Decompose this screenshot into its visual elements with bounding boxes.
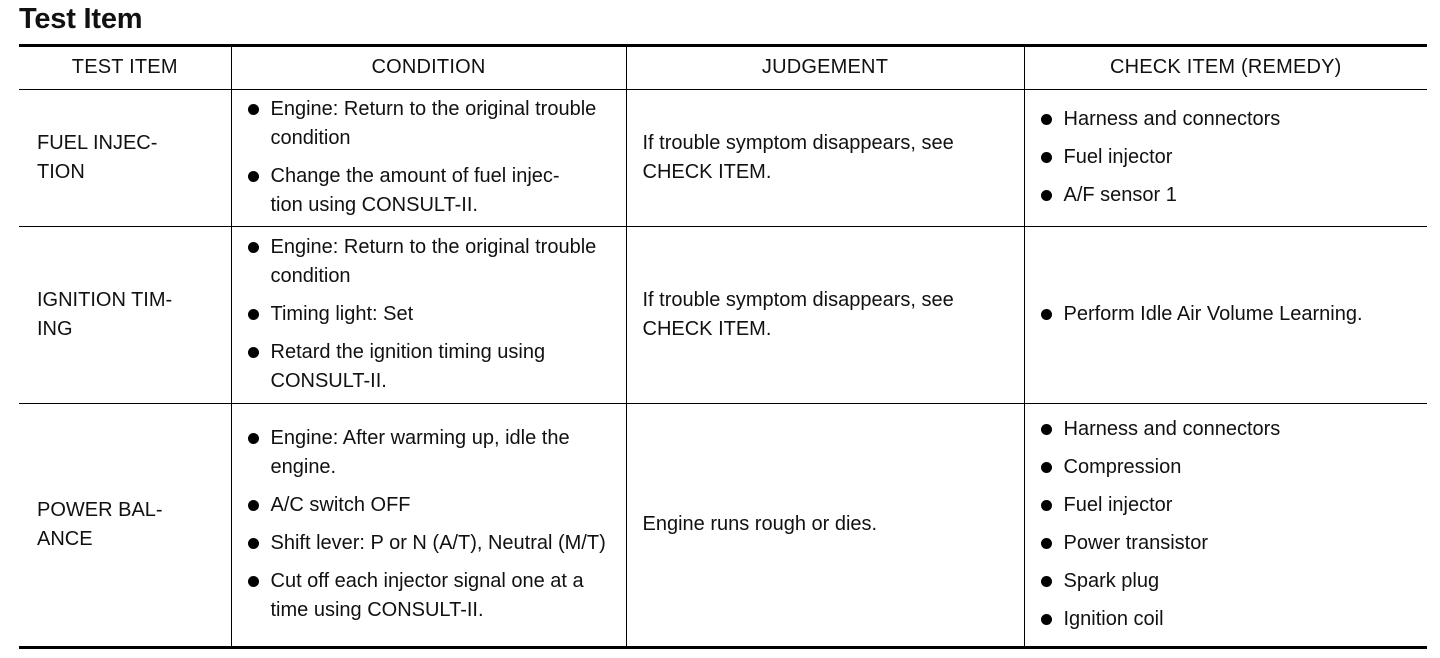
- table-row: [19, 403, 1427, 646]
- judgement-cell: [626, 403, 1024, 646]
- list-item: Fuel injector: [1039, 491, 1422, 520]
- list-item: Engine: After warming up, idle the engine.: [246, 424, 591, 482]
- test-item-label: POWER BAL- ANCE: [37, 498, 163, 550]
- condition-list: [246, 95, 616, 220]
- list-item: Ignition coil: [1039, 605, 1422, 634]
- test-item-table: [19, 47, 1427, 646]
- test-item-cell: [19, 226, 231, 403]
- header-check-item: CHECK ITEM (REMEDY): [1024, 47, 1427, 89]
- check-item-list: [1039, 105, 1422, 210]
- bullet-icon: [248, 104, 259, 115]
- list-item: A/C switch OFF: [246, 491, 616, 520]
- check-item-list: [1039, 415, 1422, 634]
- header-condition: CONDITION: [231, 47, 626, 89]
- bullet-icon: [1041, 309, 1052, 320]
- judgement-cell: [626, 89, 1024, 226]
- bullet-icon: [248, 171, 259, 182]
- bullet-icon: [1041, 462, 1052, 473]
- condition-list: [246, 424, 616, 625]
- bullet-icon: [248, 433, 259, 444]
- condition-cell: [231, 403, 626, 646]
- bullet-icon: [248, 538, 259, 549]
- list-item: Engine: Return to the original trouble condition: [246, 233, 601, 291]
- list-item: Harness and connectors: [1039, 415, 1422, 444]
- page-title: Test Item: [19, 3, 143, 35]
- condition-cell: [231, 89, 626, 226]
- bullet-icon: [1041, 152, 1052, 163]
- bullet-icon: [1041, 114, 1052, 125]
- test-item-cell: [19, 403, 231, 646]
- bullet-icon: [1041, 500, 1052, 511]
- check-item-list: [1039, 300, 1422, 329]
- judgement-text: If trouble symptom disappears, see CHECK ITEM.: [642, 288, 954, 340]
- list-item: Engine: Return to the original trouble condition: [246, 95, 601, 153]
- list-item: Harness and connectors: [1039, 105, 1422, 134]
- header-test-item: TEST ITEM: [19, 47, 231, 89]
- list-item: Perform Idle Air Volume Learning.: [1039, 300, 1422, 329]
- list-item: Timing light: Set: [246, 300, 616, 329]
- test-item-label: FUEL INJEC- TION: [37, 131, 158, 183]
- table-row: [19, 226, 1427, 403]
- list-item: Power transistor: [1039, 529, 1422, 558]
- check-item-cell: [1024, 89, 1427, 226]
- bullet-icon: [1041, 614, 1052, 625]
- test-item-label: IGNITION TIM- ING: [37, 288, 173, 340]
- condition-list: [246, 233, 616, 396]
- judgement-text: If trouble symptom disappears, see CHECK ITEM.: [642, 131, 954, 183]
- bullet-icon: [248, 309, 259, 320]
- bullet-icon: [248, 242, 259, 253]
- list-item: A/F sensor 1: [1039, 181, 1422, 210]
- bullet-icon: [1041, 424, 1052, 435]
- condition-cell: [231, 226, 626, 403]
- list-item: Retard the ignition timing using CONSULT-II.: [246, 338, 601, 396]
- list-item: Fuel injector: [1039, 143, 1422, 172]
- list-item: Cut off each injector signal one at a time using CONSULT-II.: [246, 567, 619, 625]
- bullet-icon: [1041, 190, 1052, 201]
- bullet-icon: [1041, 538, 1052, 549]
- bullet-icon: [248, 500, 259, 511]
- check-item-cell: [1024, 226, 1427, 403]
- list-item: Compression: [1039, 453, 1422, 482]
- table-row: [19, 89, 1427, 226]
- test-item-cell: [19, 89, 231, 226]
- list-item: Shift lever: P or N (A/T), Neutral (M/T): [246, 529, 611, 558]
- list-item: Change the amount of fuel injec- tion using CONSULT-II.: [246, 162, 616, 220]
- judgement-text: Engine runs rough or dies.: [642, 513, 878, 536]
- bullet-icon: [248, 576, 259, 587]
- list-item: Spark plug: [1039, 567, 1422, 596]
- table-header-row: [19, 47, 1427, 89]
- judgement-cell: [626, 226, 1024, 403]
- header-judgement: JUDGEMENT: [626, 47, 1024, 89]
- check-item-cell: [1024, 403, 1427, 646]
- bullet-icon: [1041, 576, 1052, 587]
- bottom-rule: [19, 646, 1427, 649]
- bullet-icon: [248, 347, 259, 358]
